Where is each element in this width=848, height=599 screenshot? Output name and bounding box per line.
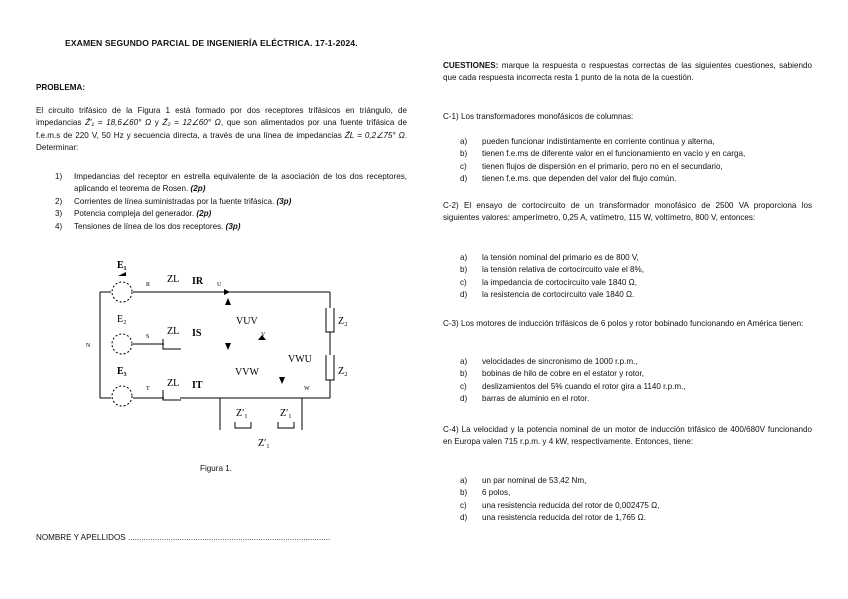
question-c2-options	[460, 252, 812, 302]
list-item	[55, 208, 407, 220]
label-vvw: VVW	[235, 367, 259, 378]
option-item[interactable]	[460, 161, 812, 173]
label-z2-upper: Z₂	[338, 316, 348, 327]
option-text: la resistencia de cortocircuito vale 1840 Ω.	[482, 290, 635, 300]
question-c3-options	[460, 356, 812, 406]
option-letter: b)	[460, 488, 468, 498]
item-text: Impedancias del receptor en estrella equivalente de la asociación de los dos receptores, aplicando el teorema de Rosen.	[74, 172, 407, 194]
option-letter: d)	[460, 394, 468, 404]
option-text: la tensión nominal del primario es de 800 V,	[482, 253, 639, 262]
item-points: (2p)	[196, 209, 212, 219]
option-text: pueden funcionar indistintamente en corriente continua y alterna,	[482, 137, 715, 146]
option-item[interactable]	[460, 252, 812, 264]
option-text: una resistencia reducida del rotor de 1,765 Ω.	[482, 513, 646, 523]
problem-list	[55, 171, 407, 233]
option-letter: b)	[460, 265, 468, 275]
label-e2: E₂	[117, 314, 127, 325]
name-line: NOMBRE Y APELLIDOS ..........................................................................................	[36, 533, 331, 542]
label-z1-right: Z′₁	[280, 408, 292, 419]
label-zl-r: ZL	[167, 274, 180, 285]
problem-intro-text-2: , que son alimentados por una fuente trifásica de f.e.m.s de 220 V, 50 Hz y secuencia directa, a través de una línea de impedancias	[36, 118, 407, 140]
label-z1-left: Z′₁	[236, 408, 248, 419]
label-e3: E₃	[117, 366, 127, 377]
questions-heading: CUESTIONES:	[443, 61, 499, 70]
label-vwu: VWU	[288, 354, 312, 365]
label-t: T	[146, 386, 150, 392]
option-item[interactable]	[460, 148, 812, 160]
list-item	[55, 196, 407, 208]
problem-statement	[36, 105, 407, 155]
option-item[interactable]	[460, 512, 812, 524]
label-vuv: VUV	[236, 316, 258, 327]
option-letter: a)	[460, 137, 468, 146]
list-item	[55, 171, 407, 196]
item-points: (3p)	[276, 196, 292, 206]
option-letter: b)	[460, 149, 468, 159]
option-text: la impedancia de cortocircuito vale 1840 Ω,	[482, 277, 637, 287]
option-letter: c)	[460, 161, 467, 171]
option-item[interactable]	[460, 393, 812, 405]
option-text: tienen flujos de dispersión en el primario, pero no en el secundario,	[482, 161, 723, 171]
list-item	[55, 221, 407, 233]
label-e1: E₁	[117, 260, 127, 271]
option-letter: d)	[460, 290, 468, 300]
option-text: tienen f.e.ms. que dependen del valor del flujo común.	[482, 174, 677, 184]
label-z2-lower: Z₂	[338, 366, 348, 377]
item-number: 2)	[55, 196, 63, 206]
exam-title: EXAMEN SEGUNDO PARCIAL DE INGENIERÍA ELÉCTRICA. 17-1-2024.	[65, 38, 358, 48]
option-item[interactable]	[460, 475, 812, 487]
option-letter: a)	[460, 357, 468, 366]
option-letter: d)	[460, 174, 468, 184]
label-n: N	[86, 343, 91, 349]
label-v-inner: V	[261, 332, 266, 338]
problem-intro-text-3: . Determinar:	[36, 130, 407, 153]
z2-value: Z̄₂ = 12∠60° Ω	[162, 118, 221, 128]
item-number: 4)	[55, 221, 63, 231]
option-letter: c)	[460, 277, 467, 287]
question-c1-stem: C-1) Los transformadores monofásicos de columnas:	[443, 112, 634, 121]
option-text: deslizamientos del 5% cuando el rotor gira a 1140 r.p.m.,	[482, 381, 686, 391]
label-it: IT	[192, 380, 203, 391]
option-item[interactable]	[460, 277, 812, 289]
problem-intro-text: El circuito trifásico de la Figura 1 está formado por dos receptores trifásicos en triángulo, de impedancias	[36, 106, 407, 128]
zl-value: Z̄L = 0,2∠75° Ω	[344, 130, 405, 140]
item-number: 1)	[55, 172, 63, 181]
questions-intro	[443, 60, 812, 85]
label-s: S	[146, 334, 150, 340]
option-text: tienen f.e.ms de diferente valor en el funcionamiento en vacío y en carga,	[482, 149, 746, 159]
label-ir: IR	[192, 276, 204, 287]
option-letter: c)	[460, 381, 467, 391]
option-item[interactable]	[460, 173, 812, 185]
label-zl-t: ZL	[167, 378, 180, 389]
label-zl-s: ZL	[167, 326, 180, 337]
option-text: un par nominal de 53,42 Nm,	[482, 476, 587, 485]
label-w: W	[304, 386, 310, 392]
label-z1-bottom: Z′₁	[258, 438, 270, 449]
question-c1-options	[460, 136, 812, 186]
item-text: Tensiones de línea de los dos receptores.	[74, 221, 226, 231]
option-letter: d)	[460, 513, 468, 523]
option-item[interactable]	[460, 381, 812, 393]
question-c2-stem: C-2) El ensayo de cortocircuito de un transformador monofásico de 2500 VA proporciona los siguientes valores: amperímetro, 0,25 A, vatímetro, 115 W, voltímetro, 800 V, entonces:	[443, 201, 812, 223]
figure-caption: Figura 1.	[200, 464, 232, 473]
item-text: Potencia compleja del generador.	[74, 209, 197, 219]
option-item[interactable]	[460, 500, 812, 512]
label-is: IS	[192, 328, 202, 339]
circuit-figure	[80, 250, 365, 460]
option-letter: a)	[460, 253, 468, 262]
label-u: U	[217, 282, 222, 288]
z1-value: Z̄′₁ = 18,6∠60° Ω	[85, 118, 152, 128]
option-text: barras de aluminio en el rotor.	[482, 394, 590, 404]
option-item[interactable]	[460, 487, 812, 499]
option-letter: b)	[460, 369, 468, 379]
questions-instructions: marque la respuesta o respuestas correctas de las siguientes cuestiones, sabiendo que cada respuesta incorrecta resta 1 punto de la nota de la cuestión.	[443, 61, 812, 83]
question-c4-options	[460, 475, 812, 525]
problem-intro-and: y	[151, 118, 163, 128]
option-text: 6 polos,	[482, 488, 511, 498]
option-text: bobinas de hilo de cobre en el estator y rotor,	[482, 369, 644, 379]
item-number: 3)	[55, 209, 63, 219]
item-text: Corrientes de línea suministradas por la fuente trifásica.	[74, 196, 277, 206]
item-points: (3p)	[225, 221, 241, 231]
option-letter: a)	[460, 476, 468, 485]
option-letter: c)	[460, 500, 467, 510]
option-item[interactable]	[460, 264, 812, 276]
option-item[interactable]	[460, 136, 812, 148]
question-c3-stem: C-3) Los motores de inducción trifásicos de 6 polos y rotor bobinado funcionando en América tienen:	[443, 319, 804, 328]
option-text: velocidades de sincronismo de 1000 r.p.m.,	[482, 357, 638, 366]
question-c4-stem: C-4) La velocidad y la potencia nominal de un motor de inducción trifásico de 400/680V funcionando en Europa valen 715 r.p.m. y 4 kW, respectivamente. Entonces, tiene:	[443, 425, 812, 447]
option-item[interactable]	[460, 368, 812, 380]
option-item[interactable]	[460, 356, 812, 368]
option-item[interactable]	[460, 289, 812, 301]
option-text: una resistencia reducida del rotor de 0,002475 Ω,	[482, 500, 660, 510]
problem-heading: PROBLEMA:	[36, 83, 86, 92]
item-points: (2p)	[190, 184, 206, 194]
option-text: la tensión relativa de cortocircuito vale el 8%,	[482, 265, 644, 275]
label-r: R	[146, 282, 151, 288]
